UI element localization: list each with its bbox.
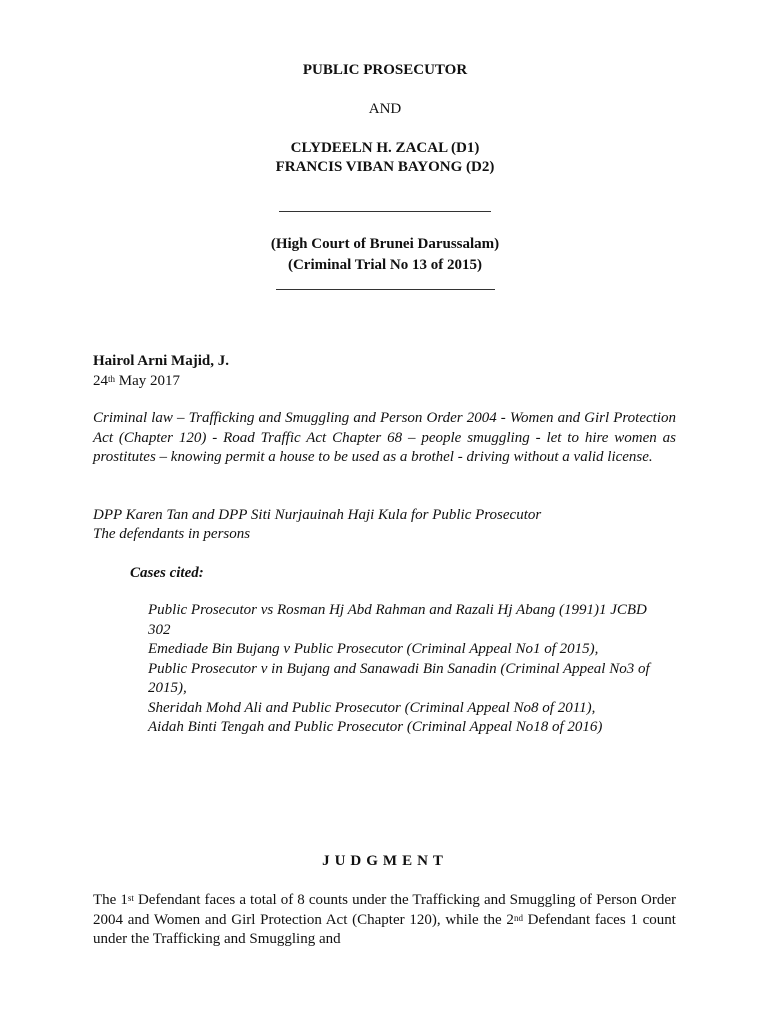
paragraph-text-a: The 1 <box>93 892 128 908</box>
case-item: Aidah Binti Tengah and Public Prosecutor (Criminal Appeal No18 of 2016) <box>148 719 603 735</box>
header-divider-top <box>279 211 491 212</box>
judge-name: Hairol Arni Majid, J. <box>93 353 229 369</box>
paragraph-text-c: Defendant faces 1 count under the Trafficking and Smuggling and <box>93 911 676 947</box>
case-item: Public Prosecutor v in Bujang and Sanawadi Bin Sanadin (Criminal Appeal No3 of 2015), <box>148 660 650 696</box>
header-divider-bottom <box>276 289 495 290</box>
catchwords-text: Criminal law – Trafficking and Smuggling and Person Order 2004 - Women and Girl Protection Act (Chapter 120) - Road Traffic Act Chapter 68 – people smuggling - let to hire women as prostitutes – knowing permit a house to be used as a brothel - driving without a valid license. <box>93 410 676 465</box>
defendant-1: CLYDEELN H. ZACAL (D1) <box>290 140 480 156</box>
paragraph-sup-2: nd <box>513 912 523 923</box>
case-title: PUBLIC PROSECUTOR <box>302 62 468 78</box>
cases-cited-heading: Cases cited: <box>130 565 204 581</box>
judgment-date <box>93 372 180 392</box>
court-name: (High Court of Brunei Darussalam) <box>270 236 500 252</box>
judgment-heading: JUDGMENT <box>322 853 448 869</box>
case-title-and: AND <box>368 101 402 117</box>
judgment-paragraph <box>93 891 676 950</box>
date-day-suffix: th <box>108 374 116 384</box>
trial-number: (Criminal Trial No 13 of 2015) <box>287 257 482 273</box>
defendant-2: FRANCIS VIBAN BAYONG (D2) <box>275 159 495 175</box>
date-day: 24 <box>93 373 108 389</box>
cases-cited-list <box>148 601 658 738</box>
case-item: Sheridah Mohd Ali and Public Prosecutor (Criminal Appeal No8 of 2011), <box>148 699 596 716</box>
date-month-year: May 2017 <box>115 373 181 389</box>
case-item: Public Prosecutor vs Rosman Hj Abd Rahman and Razali Hj Abang (1991)1 JCBD 302 <box>148 602 647 638</box>
catchwords <box>93 409 676 468</box>
counsel-prosecution: DPP Karen Tan and DPP Siti Nurjauinah Haji Kula for Public Prosecutor <box>93 507 542 523</box>
paragraph-sup-1: st <box>127 893 134 903</box>
case-item: Emediade Bin Bujang v Public Prosecutor (Criminal Appeal No1 of 2015), <box>148 641 599 657</box>
counsel-defence: The defendants in persons <box>93 526 251 542</box>
paragraph-text-b: Defendant faces a total of 8 counts under the Trafficking and Smuggling of Person Order 2004 and Women and Girl Protection Act (Chapter 120), while the 2 <box>93 892 676 928</box>
